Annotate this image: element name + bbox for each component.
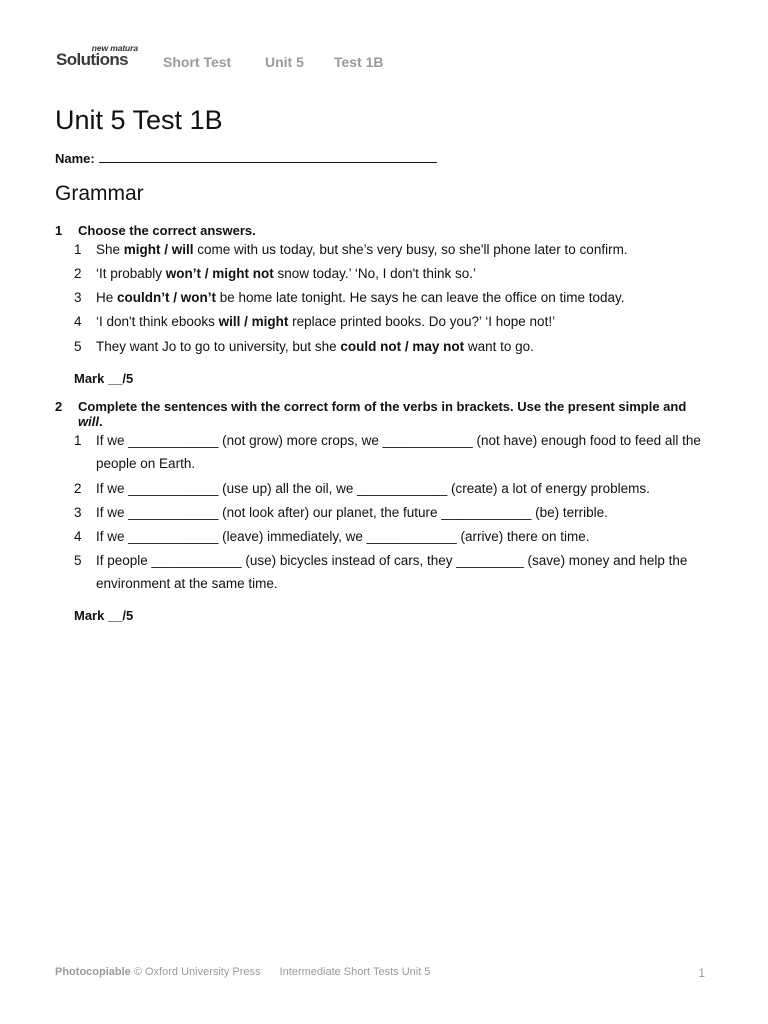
name-field xyxy=(55,151,437,166)
logo-title: Solutions xyxy=(56,50,129,69)
item-number: 2 xyxy=(74,266,82,281)
header-label-test: Test 1B xyxy=(334,54,384,70)
name-blank-line[interactable] xyxy=(99,152,437,163)
item-number: 1 xyxy=(74,433,82,448)
item-number: 5 xyxy=(74,339,82,354)
header-label-unit: Unit 5 xyxy=(265,54,304,70)
item-number: 5 xyxy=(74,553,82,568)
item-text: She might / will come with us today, but she’s very busy, so she'll phone later to confirm. xyxy=(96,242,628,257)
footer-publisher: © Oxford University Press xyxy=(133,966,261,978)
gap-fill-sentence[interactable]: If we ____________ (not look after) our planet, the future ____________ (be) terrible. xyxy=(96,505,608,520)
page-footer xyxy=(55,966,705,978)
exercise-number: 1 xyxy=(55,223,63,238)
item-number: 2 xyxy=(74,481,82,496)
footer-photocopiable: Photocopiable xyxy=(55,966,131,978)
item-number: 3 xyxy=(74,505,82,520)
footer-course: Intermediate Short Tests Unit 5 xyxy=(279,966,431,978)
page-header xyxy=(55,43,715,73)
gap-fill-sentence[interactable]: If we ____________ (not grow) more crops, we ____________ (not have) enough food to feed all the people on Earth. xyxy=(96,433,701,471)
exercise-2-mark: Mark __/5 xyxy=(74,608,134,623)
answer-choices[interactable]: might / will xyxy=(123,242,194,257)
page-title: Unit 5 Test 1B xyxy=(55,105,223,135)
logo-subtitle: new matura xyxy=(91,43,138,53)
item-text: ‘It probably won’t / might not snow today.’ ‘No, I don't think so.’ xyxy=(96,266,476,281)
item-number: 3 xyxy=(74,290,82,305)
answer-choices[interactable]: could not / may not xyxy=(340,339,465,354)
exercise-instruction: Choose the correct answers. xyxy=(78,223,256,238)
solutions-logo xyxy=(55,43,141,71)
item-text: They want Jo to go to university, but she could not / may not want to go. xyxy=(96,339,534,354)
item-text: He couldn’t / won’t be home late tonight. He says he can leave the office on time today. xyxy=(96,290,625,305)
gap-fill-sentence[interactable]: If people ____________ (use) bicycles instead of cars, they _________ (save) money and help the environment at the same time. xyxy=(96,553,688,591)
exercise-instruction: Complete the sentences with the correct form of the verbs in brackets. Use the present simple and will. xyxy=(78,399,687,429)
exercise-1-mark: Mark __/5 xyxy=(74,371,134,386)
answer-choices[interactable]: couldn’t / won’t xyxy=(117,290,216,305)
answer-choices[interactable]: won’t / might not xyxy=(165,266,274,281)
section-heading: Grammar xyxy=(55,182,144,205)
item-number: 1 xyxy=(74,242,82,257)
header-label-short-test: Short Test xyxy=(163,54,232,70)
page-number: 1 xyxy=(698,966,705,980)
answer-choices[interactable]: will / might xyxy=(218,314,289,329)
item-number: 4 xyxy=(74,529,82,544)
item-number: 4 xyxy=(74,314,82,329)
exercise-number: 2 xyxy=(55,399,63,414)
item-text: ‘I don't think ebooks will / might replace printed books. Do you?’ ‘I hope not!’ xyxy=(96,314,556,329)
gap-fill-sentence[interactable]: If we ____________ (use up) all the oil, we ____________ (create) a lot of energy problems. xyxy=(96,481,650,496)
name-label: Name: xyxy=(55,151,95,166)
gap-fill-sentence[interactable]: If we ____________ (leave) immediately, we ____________ (arrive) there on time. xyxy=(96,529,590,544)
